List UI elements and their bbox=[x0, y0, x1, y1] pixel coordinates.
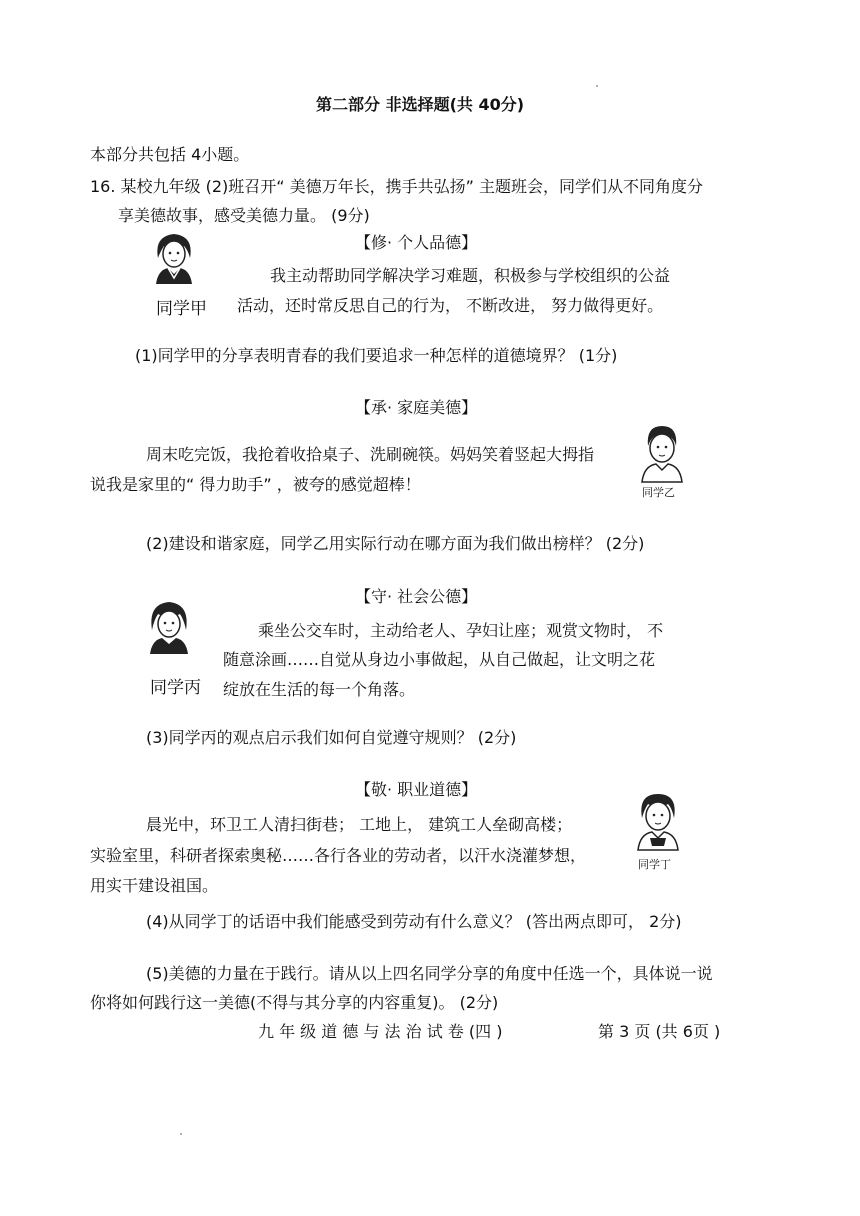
block2-heading: 【承· 家庭美德】 bbox=[355, 398, 478, 417]
boy-portrait-icon bbox=[634, 420, 690, 484]
block3-heading: 【守· 社会公德】 bbox=[355, 587, 478, 606]
question-1: (1)同学甲的分享表明青春的我们要追求一种怎样的道德境界？ (1分) bbox=[135, 346, 618, 365]
block4-text-line3: 用实干建设祖国。 bbox=[90, 876, 219, 895]
block4-text-line2: 实验室里，科研者探索奥秘……各行各业的劳动者，以汗水浇灌梦想， bbox=[90, 846, 587, 865]
girl-portrait-icon bbox=[142, 596, 196, 656]
question-4: (4)从同学丁的话语中我们能感受到劳动有什么意义？ (答出两点即可， 2分) bbox=[146, 912, 682, 931]
student-bing-label: 同学丙 bbox=[150, 678, 201, 698]
block1-text-line1: 我主动帮助同学解决学习难题，积极参与学校组织的公益 bbox=[270, 266, 671, 285]
block2-text-line1: 周末吃完饭，我抢着收拾桌子、洗刷碗筷。妈妈笑着竖起大拇指 bbox=[146, 445, 595, 464]
block4-text-line1: 晨光中，环卫工人清扫街巷； 工地上， 建筑工人垒砌高楼； bbox=[146, 815, 573, 834]
section-title: 第二部分 非选择题(共 40分) bbox=[316, 95, 525, 114]
block1-text-line2: 活动，还时常反思自己的行为， 不断改进， 努力做得更好。 bbox=[237, 296, 664, 315]
block3-text-line2: 随意涂画……自觉从身边小事做起，从自己做起，让文明之花 bbox=[223, 650, 656, 669]
question-2: (2)建设和谐家庭，同学乙用实际行动在哪方面为我们做出榜样？ (2分) bbox=[146, 534, 645, 553]
section-intro: 本部分共包括 4小题。 bbox=[90, 145, 250, 164]
question-3: (3)同学丙的观点启示我们如何自觉遵守规则？ (2分) bbox=[146, 728, 517, 747]
girl-portrait-icon bbox=[148, 228, 200, 286]
question-5-line1: (5)美德的力量在于践行。请从以上四名同学分享的角度中任选一个，具体说一说 bbox=[146, 964, 713, 983]
footer-page-number: 第 3 页 (共 6页 ) bbox=[598, 1022, 721, 1041]
block4-heading: 【敬· 职业道德】 bbox=[355, 780, 478, 799]
question-5-line2: 你将如何践行这一美德(不得与其分享的内容重复)。 (2分) bbox=[90, 993, 499, 1012]
block3-text-line3: 绽放在生活的每一个角落。 bbox=[223, 680, 416, 699]
scan-speck bbox=[180, 1133, 182, 1135]
student-ding-label: 同学丁 bbox=[638, 858, 671, 871]
student-yi-label: 同学乙 bbox=[642, 486, 675, 499]
block3-text-line1: 乘坐公交车时，主动给老人、孕妇让座；观赏文物时， 不 bbox=[258, 621, 664, 640]
block1-heading: 【修· 个人品德】 bbox=[355, 233, 478, 252]
student-jia-label: 同学甲 bbox=[156, 299, 207, 319]
girl-portrait-icon bbox=[630, 788, 686, 852]
block2-text-line2: 说我是家里的“ 得力助手” ，被夸的感觉超棒！ bbox=[90, 475, 421, 494]
question-16-line1: 16. 某校九年级 (2)班召开“ 美德万年长，携手共弘扬” 主题班会，同学们从不同角度分 bbox=[90, 177, 704, 196]
footer-exam-title: 九 年 级 道 德 与 法 治 试 卷 (四 ) bbox=[258, 1022, 503, 1041]
scan-speck bbox=[596, 85, 598, 87]
question-16-line2: 享美德故事，感受美德力量。 (9分) bbox=[118, 206, 370, 225]
